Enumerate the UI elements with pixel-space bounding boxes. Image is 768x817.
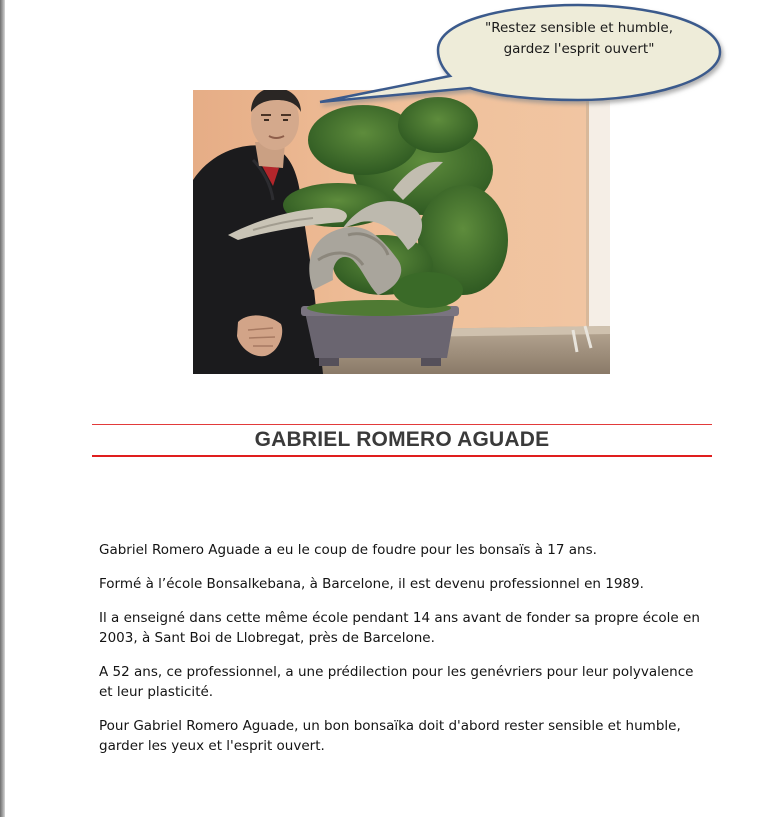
quote-line-1: "Restez sensible et humble, <box>485 20 673 36</box>
paragraph: Pour Gabriel Romero Aguade, un bon bonsaïka doit d'abord rester sensible et humble, garder les yeux et l'esprit ouvert. <box>99 718 681 754</box>
title-rule-bottom <box>92 455 712 457</box>
title-rule-top <box>92 424 712 425</box>
paragraph: Il a enseigné dans cette même école pendant 14 ans avant de fonder sa propre école en 2003, à Sant Boi de Llobregat, près de Barcelone. <box>99 610 700 646</box>
biography-text <box>99 540 711 770</box>
quote-line-2: gardez l'esprit ouvert" <box>503 41 655 57</box>
paragraph: A 52 ans, ce professionnel, a une prédilection pour les genévriers pour leur polyvalence et leur plasticité. <box>99 664 694 700</box>
page-left-edge <box>0 0 5 817</box>
quote-text <box>440 18 718 60</box>
bonsai-photo <box>193 90 610 374</box>
paragraph: Gabriel Romero Aguade a eu le coup de foudre pour les bonsaïs à 17 ans. <box>99 542 597 558</box>
page-title: GABRIEL ROMERO AGUADE <box>254 428 550 451</box>
paragraph: Formé à l’école Bonsalkebana, à Barcelone, il est devenu professionnel en 1989. <box>99 576 644 592</box>
